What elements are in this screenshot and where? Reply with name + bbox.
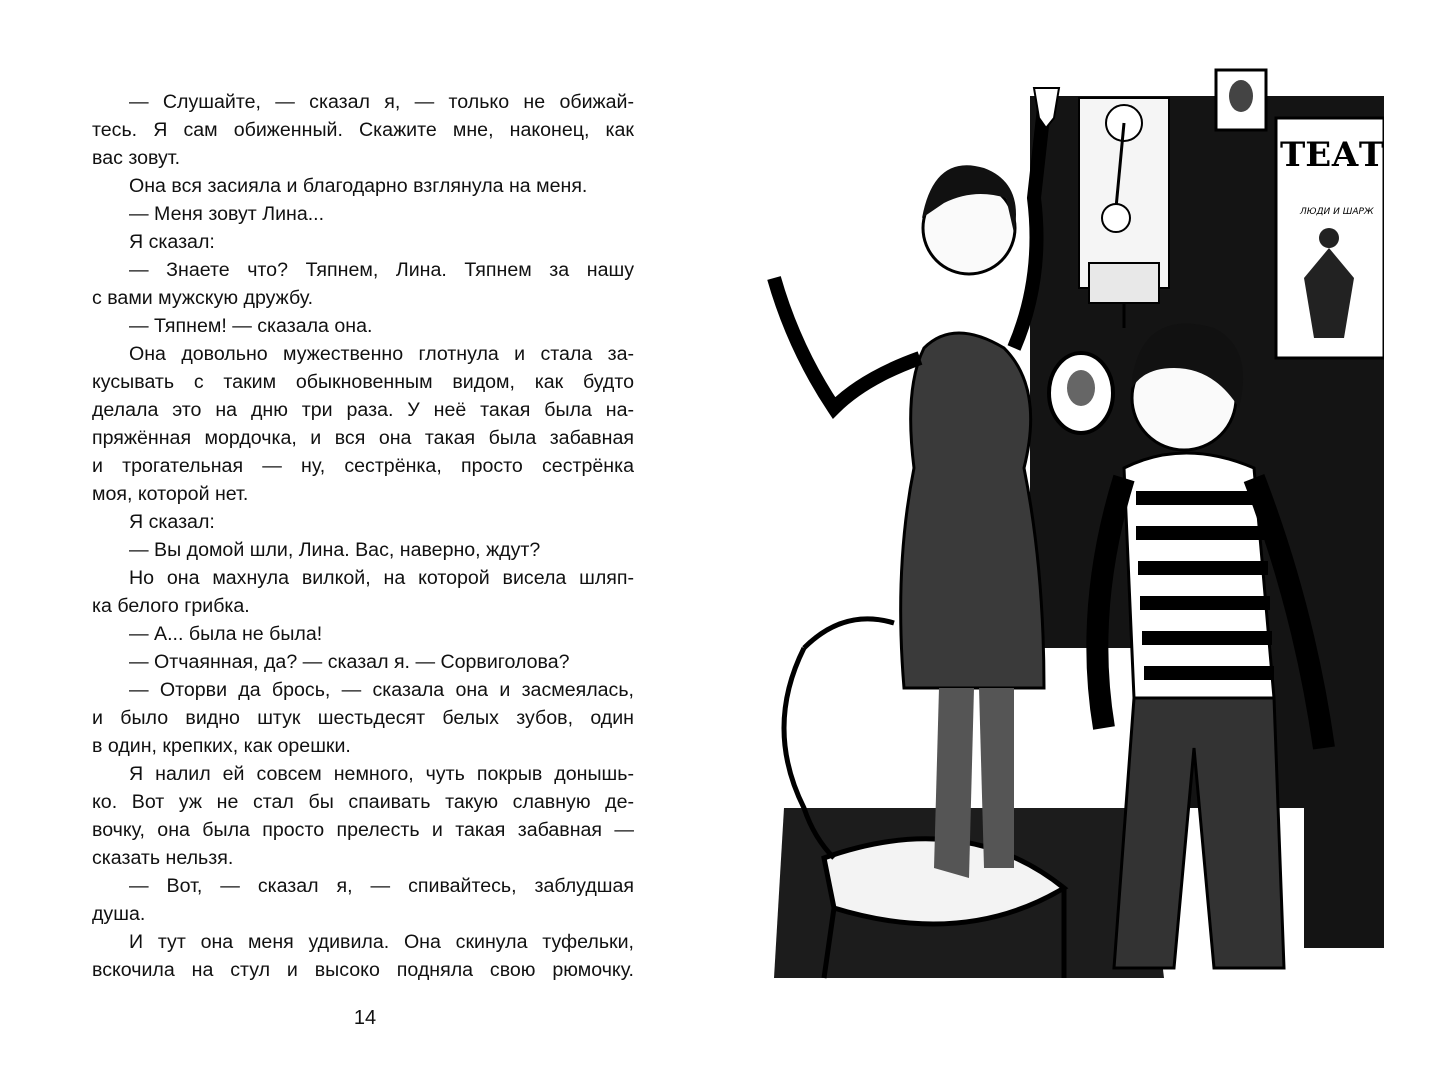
text-line: Но она махнула вилкой, на которой висела шляп- — [129, 567, 634, 589]
text-line: пряжённая мордочка, и вся она такая была забавная — [92, 427, 634, 449]
text-line: Я сказал: — [129, 231, 215, 253]
text-line: вскочила на стул и высоко подняла свою рюмочку. — [92, 959, 634, 981]
text-line: делала это на дню три раза. У неё такая была на- — [92, 399, 634, 421]
text-line: — Слушайте, — сказал я, — только не обижай- — [129, 91, 634, 113]
theatre-poster — [1276, 118, 1384, 358]
text-line: — Меня зовут Лина... — [129, 203, 325, 225]
text-line: Она довольно мужественно глотнула и стала за- — [129, 343, 634, 365]
text-line: моя, которой нет. — [92, 483, 249, 505]
text-line: вочку, она была просто прелесть и такая забавная — — [92, 819, 634, 841]
text-line: кусывать с таким обыкновенным видом, как будто — [92, 371, 634, 393]
text-line: — Вот, — сказал я, — спивайтесь, заблудшая — [129, 875, 634, 897]
text-line: Я сказал: — [129, 511, 215, 533]
text-line: — Оторви да брось, — сказала она и засмеялась, — [129, 679, 634, 701]
text-line: — Вы домой шли, Лина. Вас, наверно, ждут? — [129, 539, 541, 561]
text-line: И тут она меня удивила. Она скинула туфельки, — [129, 931, 634, 953]
text-line: — А... была не была! — [129, 623, 323, 645]
poster-title: ТЕАТ — [1280, 135, 1384, 175]
poster-subtitle: ЛЮДИ И ШАРЖ — [1300, 207, 1374, 217]
text-line: ко. Вот уж не стал бы спаивать такую славную де- — [92, 791, 634, 813]
illustration — [744, 48, 1384, 988]
wall-clock-icon — [1079, 98, 1169, 328]
text-line: с вами мужскую дружбу. — [92, 287, 314, 309]
text-line: ка белого грибка. — [92, 595, 250, 617]
text-column — [92, 88, 634, 984]
woman-figure — [774, 88, 1059, 878]
text-line: сказать нельзя. — [92, 847, 234, 869]
text-line: и трогательная — ну, сестрёнка, просто сестрёнка — [92, 455, 634, 477]
text-line: — Знаете что? Тяпнем, Лина. Тяпнем за нашу — [129, 259, 634, 281]
framed-portrait-icon — [1216, 70, 1266, 130]
text-line: вас зовут. — [92, 147, 181, 169]
text-line: и было видно штук шестьдесят белых зубов, один — [92, 707, 634, 729]
text-line: Она вся засияла и благодарно взглянула на меня. — [129, 175, 588, 197]
text-line: — Отчаянная, да? — сказал я. — Сорвиголова? — [129, 651, 570, 673]
oval-portrait-icon — [1049, 353, 1113, 433]
text-line: тесь. Я сам обиженный. Скажите мне, наконец, как — [92, 119, 634, 141]
text-line: в один, крепких, как орешки. — [92, 735, 351, 757]
text-line: — Тяпнем! — сказала она. — [129, 315, 373, 337]
text-line: душа. — [92, 903, 146, 925]
page-number: 14 — [353, 1007, 377, 1029]
text-line: Я налил ей совсем немного, чуть покрыв донышь- — [129, 763, 634, 785]
